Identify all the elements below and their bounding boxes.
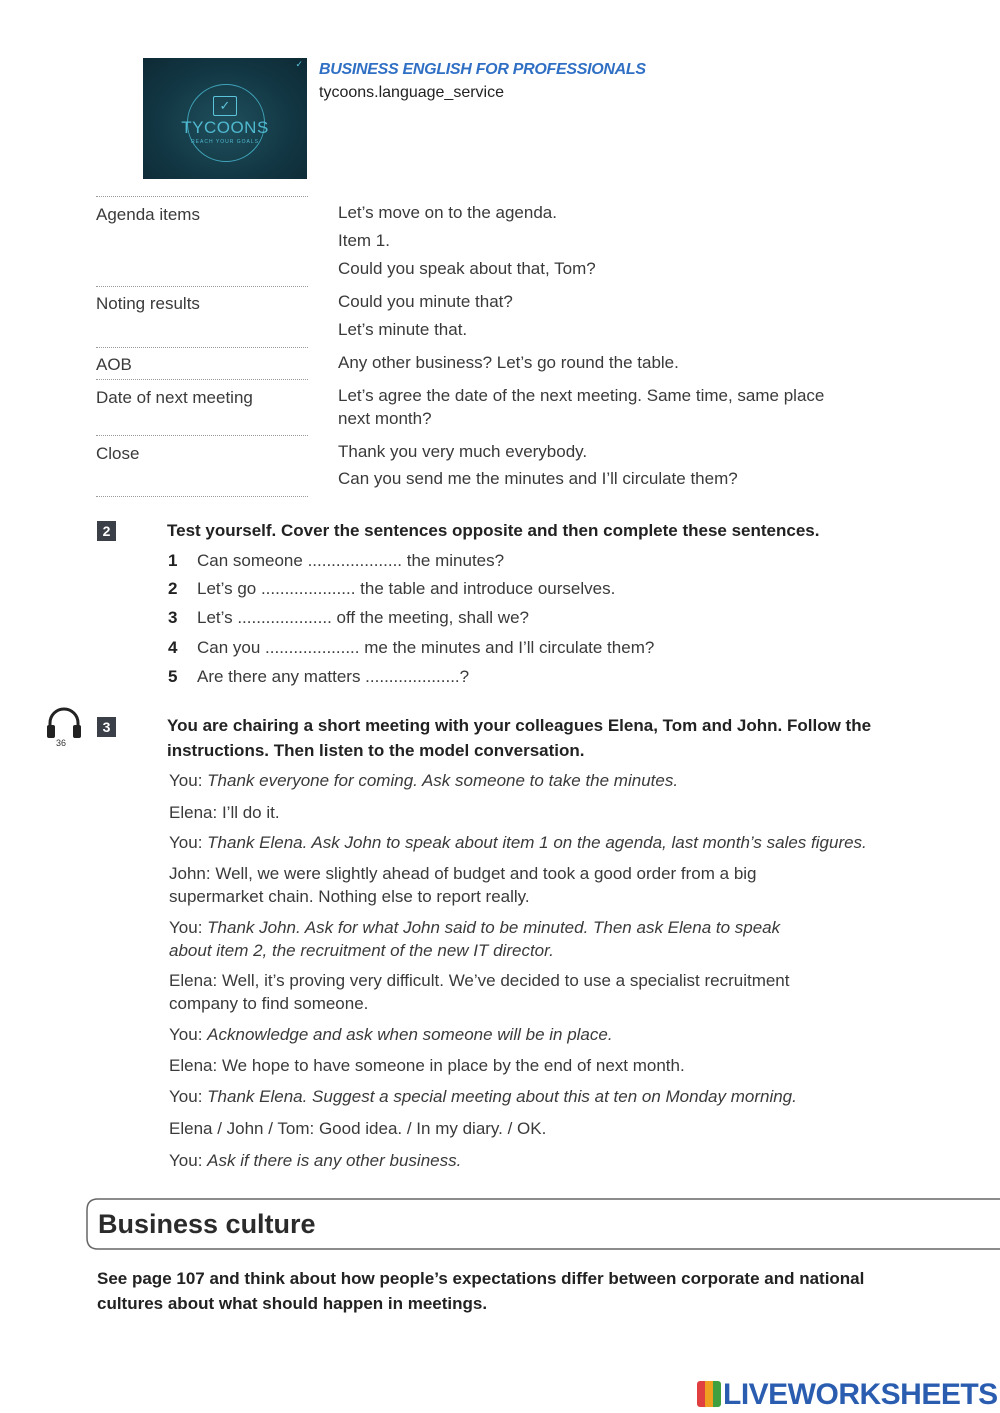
item-number: 2: [168, 579, 178, 598]
exercise-item: [168, 551, 504, 571]
turn-text: Well, we were slightly ahead of budget and took a good order from a big: [215, 864, 757, 883]
speaker: You:: [169, 833, 203, 852]
speaker: Elena:: [169, 971, 218, 990]
item-text: Let’s go .................... the table and introduce ourselves.: [197, 579, 616, 598]
divider: [96, 347, 308, 348]
item-number: 5: [168, 667, 178, 686]
turn-text: I’ll do it.: [221, 803, 280, 822]
phrase-line: Thank you very much everybody.: [338, 442, 588, 461]
conversation-turn: [169, 801, 280, 824]
corner-mark-icon: ✓: [295, 59, 303, 69]
speaker: Elena:: [169, 803, 218, 822]
phrase-line: Let’s minute that.: [338, 320, 468, 339]
divider: [96, 196, 308, 197]
liveworksheets-logo: [697, 1378, 998, 1412]
conversation-turn: [169, 969, 790, 1015]
conversation-turn: [169, 862, 757, 908]
phrase-label: Date of next meeting: [96, 388, 253, 407]
culture-title: Business culture: [98, 1209, 316, 1239]
turn-text: about item 2, the recruitment of the new IT director.: [169, 941, 554, 960]
conversation-turn: [169, 1054, 685, 1077]
item-number: 4: [168, 638, 178, 657]
divider: [96, 379, 308, 380]
brand-subtitle: tycoons.language_service: [319, 84, 505, 101]
divider: [96, 496, 308, 497]
logo-tagline: REACH YOUR GOALS: [191, 139, 259, 145]
liveworksheets-brand: LIVEWORKSHEETS: [723, 1378, 998, 1411]
turn-text: Good idea. / In my diary. / OK.: [318, 1119, 547, 1138]
phrase-label: Agenda items: [96, 205, 200, 224]
turn-text: Thank John. Ask for what John said to be minuted. Then ask Elena to speak: [207, 918, 781, 937]
turn-text: Well, it’s proving very difficult. We’ve decided to use a specialist recruitment: [221, 971, 790, 990]
phrase-line: Could you minute that?: [338, 292, 513, 311]
exercise-number: 3: [97, 717, 116, 737]
item-number: 3: [168, 608, 178, 627]
phrase-line: Can you send me the minutes and I’ll circulate them?: [338, 469, 738, 488]
logo-name: TYCOONS: [181, 118, 269, 137]
phrase-line: Could you speak about that, Tom?: [338, 259, 596, 278]
phrase-label: Close: [96, 444, 140, 463]
brand-title: BUSINESS ENGLISH FOR PROFESSIONALS: [319, 61, 646, 78]
exercise-item: [168, 579, 615, 599]
divider: [96, 435, 308, 436]
speaker: You:: [169, 1151, 203, 1170]
exercise-instruction: You are chairing a short meeting with your colleagues Elena, Tom and John. Follow the: [167, 716, 872, 735]
turn-text: company to find someone.: [169, 994, 369, 1013]
exercise-number: 2: [97, 521, 116, 541]
exercise-item: [168, 608, 529, 628]
item-text: Can someone .................... the minutes?: [197, 551, 505, 570]
turn-text: Ask if there is any other business.: [207, 1151, 462, 1170]
turn-text: We hope to have someone in place by the end of next month.: [221, 1056, 685, 1075]
speaker: You:: [169, 1025, 203, 1044]
item-text: Let’s .................... off the meeting, shall we?: [197, 608, 529, 627]
conversation-turn: [169, 1117, 546, 1140]
phrase-line: next month?: [338, 409, 432, 428]
item-number: 1: [168, 551, 178, 570]
exercise-instruction: instructions. Then listen to the model conversation.: [167, 741, 585, 760]
conversation-turn: [169, 916, 780, 962]
divider: [96, 286, 308, 287]
turn-text: Acknowledge and ask when someone will be in place.: [207, 1025, 613, 1044]
phrase-label: AOB: [96, 355, 132, 374]
speaker: You:: [169, 918, 203, 937]
phrase-line: Item 1.: [338, 231, 390, 250]
conversation-turn: [169, 1149, 461, 1172]
turn-text: Thank Elena. Suggest a special meeting about this at ten on Monday morning.: [207, 1087, 797, 1106]
speaker: Elena / John / Tom:: [169, 1119, 315, 1138]
exercise-item: [168, 638, 654, 658]
turn-text: Thank everyone for coming. Ask someone to take the minutes.: [207, 771, 679, 790]
audio-track-number: 36: [56, 738, 67, 748]
phrase-line: Any other business? Let’s go round the table.: [338, 353, 679, 372]
turn-text: supermarket chain. Nothing else to report really.: [169, 887, 530, 906]
exercise-item: [168, 667, 469, 687]
conversation-turn: [169, 769, 678, 792]
phrase-line: Let’s agree the date of the next meeting. Same time, same place: [338, 386, 825, 405]
liveworksheets-mark-icon: [697, 1381, 721, 1407]
phrase-line: Let’s move on to the agenda.: [338, 203, 557, 222]
speaker: Elena:: [169, 1056, 218, 1075]
conversation-turn: [169, 1085, 797, 1108]
tycoons-logo: [143, 58, 307, 179]
item-text: Are there any matters ....................?: [197, 667, 470, 686]
turn-text: Thank Elena. Ask John to speak about item 1 on the agenda, last month’s sales figures.: [207, 833, 867, 852]
item-text: Can you .................... me the minutes and I’ll circulate them?: [197, 638, 655, 657]
speaker: You:: [169, 771, 203, 790]
speaker: You:: [169, 1087, 203, 1106]
culture-text: See page 107 and think about how people’s expectations differ between corporate and national cultures about what should happen in meetings.: [97, 1269, 865, 1313]
conversation-turn: [169, 831, 867, 854]
phrase-label: Noting results: [96, 294, 200, 313]
headphones-icon: [45, 705, 83, 739]
exercise-instruction: Test yourself. Cover the sentences opposite and then complete these sentences.: [167, 521, 820, 540]
speaker: John:: [169, 864, 211, 883]
briefcase-check-icon: ✓: [213, 96, 237, 116]
conversation-turn: [169, 1023, 613, 1046]
